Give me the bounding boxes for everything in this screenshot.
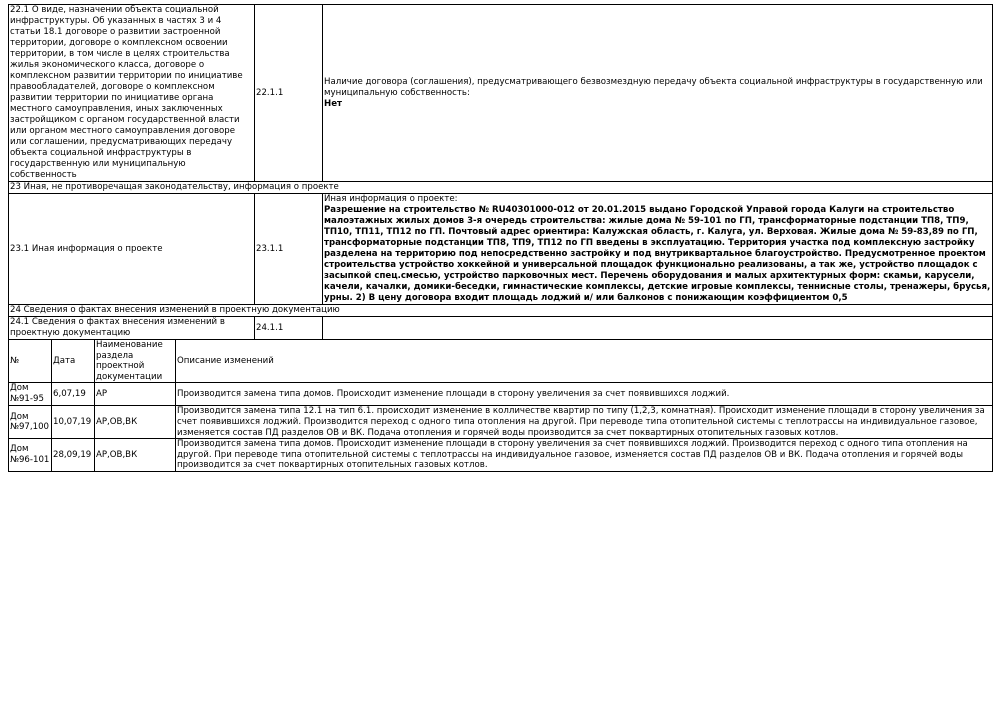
column-header-description: Описание изменений (176, 340, 993, 383)
changes-table (8, 340, 993, 472)
table-row (9, 406, 993, 439)
section-24-value (323, 317, 993, 340)
row-section: АР (95, 383, 176, 406)
changes-header-row (9, 340, 993, 383)
row-description: Производится замена типа домов. Происходит изменение площади в сторону увеличения за счет появившихся лоджий. Производится переход с одного типа отопления на другой. При переводе типа отопительной системы с теплотрассы на индивидуальное газовое, изменяется состав ПД разделов ОВ и ВК. Подача отопления и горячей воды производится за счет поквартирных отопительных газовых котлов. (176, 439, 993, 472)
section-23-row (9, 194, 993, 305)
row-section: АР,ОВ,ВК (95, 406, 176, 439)
row-section: АР,ОВ,ВК (95, 439, 176, 472)
section-24-header-row (9, 305, 993, 317)
section-22-title: 22.1 О виде, назначении объекта социальной инфраструктуры. Об указанных в частях 3 и 4 статьи 18.1 договоре о развитии застроенной территории, договоре о комплексном освоении территории, в том числе в целях строительства жилья экономического класса, договоре о комплексном развитии территории по инициативе правообладателей, договоре о комплексном развитии территории по инициативе органа местного самоуправления, иных заключенных застройщиком с органом государственной власти или органом местного самоуправления договоре или соглашении, предусматривающих передачу объекта социальной инфраструктуры в государственную или муниципальную собственность (9, 5, 255, 182)
section-23-label: Иная информация о проекте: (324, 194, 458, 204)
section-22-label: Наличие договора (соглашения), предусматривающего безвозмездную передачу объекта социальной инфраструктуры в государственную или муниципальную собственность: (324, 76, 983, 98)
column-header-section: Наименование раздела проектной документации (95, 340, 176, 383)
row-num: Дом №97,100 (9, 406, 52, 439)
row-description: Производится замена типа домов. Происходит изменение площади в сторону увеличения за счет появившихся лоджий. (176, 383, 993, 406)
table-row (9, 383, 993, 406)
row-num: Дом №96-101 (9, 439, 52, 472)
section-23-header: 23 Иная, не противоречащая законодательству, информация о проекте (9, 182, 993, 194)
section-23-header-row (9, 182, 993, 194)
section-23-title: 23.1 Иная информация о проекте (9, 194, 255, 305)
row-description: Производится замена типа 12.1 на тип 6.1. происходит изменение в колличестве квартир по типу (1,2,3, комнатная). Происходит изменение площади в сторону увеличения за счет появившихся лоджий. Производится переход с одного типа отопления на другой. При переводе типа отопительной системы с теплотрассы на индивидуальное газовое, изменяется состав ПД разделов ОВ и ВК. Подача отопления и горячей воды производится за счет поквартирных отопительных газовых котлов. (176, 406, 993, 439)
section-22-value: Нет (324, 98, 343, 109)
row-date: 10,07,19 (52, 406, 95, 439)
column-header-date: Дата (52, 340, 95, 383)
column-header-num: № (9, 340, 52, 383)
section-23-value: Разрешение на строительство № RU40301000-012 от 20.01.2015 выдано Городской Управой города Калуги на строительство малоэтажных жилых домов 3-я очередь строительства: жилые дома № 59-101 по ГП, трансформаторные подстанции ТП8, ТП9, ТП10, ТП11, ТП12 по ГП. Почтовый адрес ориентира: Калужская область, г. Калуга, ул. Верховая. Жилые дома № 59-83,89 по ГП, трансформаторные подстанции ТП8, ТП9, ТП12 по ГП введены в эксплуатацию. Территория участка под комплексную застройку разделена на территорию под непосредственно застройку и под внутриквартальное благоустройство. Предусмотренное проектом строительства устройство хоккейной и универсальной площадок функционально реализованы, а так же, устройство площадок с засыпкой спец.смесью, устройство парковочных мест. Перечень оборудования и малых архитектурных форм: скамьи, карусели, качели, качалки, домики-беседки, гимнастические комплексы, детские игровые комплексы, теннисные столы, тренажеры, брусья, урны. 2) В цену договора входит площадь лоджий и/ или балконов с понижающим коэффициентом 0,5 (324, 205, 991, 303)
section-23-code: 23.1.1 (255, 194, 323, 305)
section-22-code: 22.1.1 (255, 5, 323, 182)
table-row (9, 439, 993, 472)
section-22-row (9, 5, 993, 182)
document-page (8, 4, 992, 472)
section-24-row (9, 317, 993, 340)
row-date: 28,09,19 (52, 439, 95, 472)
row-date: 6,07,19 (52, 383, 95, 406)
row-num: Дом №91-95 (9, 383, 52, 406)
section-24-title: 24.1 Сведения о фактах внесения изменений в проектную документацию (9, 317, 255, 340)
section-22-content (323, 5, 993, 182)
project-info-table (8, 4, 993, 340)
section-24-code: 24.1.1 (255, 317, 323, 340)
section-24-header: 24 Сведения о фактах внесения изменений в проектную документацию (9, 305, 993, 317)
section-23-content (323, 194, 993, 305)
